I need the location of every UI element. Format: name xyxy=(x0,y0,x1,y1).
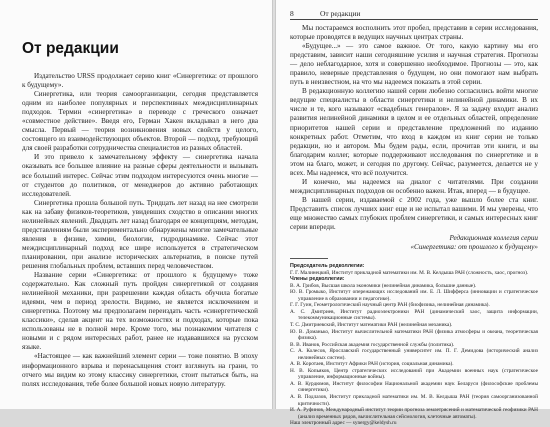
board-member-entry: А. С. Дмитриев, Институт радиоэлектроники РАН (динамический хаос, защита информации, телекоммуникационные системы). xyxy=(290,308,538,322)
paragraph: В редакционную коллегию нашей серии любезно согласились войти многие ведущие специалисты в области синергетики и нелинейной динамики. В их числе и те, кого называют «свадебных генералов». Я за задачу входит анализ развития нелинейной динамики в целом и ее отдельных областей, определение приоритетов нашей серии и представление предложений по изданию конкретных работ. Отметим, что вход в каждом из книг серии не только редакции, но и автором. Мы будем рады, если, прочитав эти книги, и вы благодарим коллег, которые поддерживают исследования по синергетике и в этом на благо, может, и сегодня по другому. Сейчас, разумеется, делается не у всех. Мы надеемся, что всё получится. xyxy=(290,87,538,177)
paragraph: Синергетика прошла большой путь. Тридцать лет назад на нее смотрели как на забаву физиков-теоретиков, увидевших сходство в описании многих нелинейных явлений. Двадцать лет назад благодаря ее концепциям, методам, представлениям были экспериментально обнаружены многие замечательные явления в физике, химии, биологии, гидродинамике. Сейчас этот междисциплинарный подход все шире используется в стратегическом планировании, при анализе исторических альтернатив, в поиске путей решения глобальных проблем, вставших перед человечеством. xyxy=(22,198,258,270)
board-heading: Председатель редколлегии: xyxy=(290,263,365,270)
board-member-entry: И. А. Руфинов, Международный институт теории прогноза землетрясений и математической геофизики РАН (анализ временных рядов, вычислительная сейсмология, клеточные автоматы). xyxy=(290,407,538,420)
board-member-entry: А. В. Курдюмов, Институт философии Национальной академии наук Беларуси (философские проблемы синергетики). xyxy=(290,380,538,394)
page-number: 8 xyxy=(290,9,294,18)
board-heading: Члены редколлегии: xyxy=(290,276,345,283)
board-member-entry: Ю. В. Громыко, Институт опережающих исследований им. Е. Л. Шифферса (инновации и стратегическое управление в образовании и педагогике). xyxy=(290,289,538,302)
signature-line: «Синергетика: от прошлого к будущему» xyxy=(410,243,538,252)
paragraph: Издательство URSS продолжает серию книг «Синергетика: от прошлого к будущему». xyxy=(22,72,258,90)
left-page-body xyxy=(22,72,258,389)
running-header xyxy=(290,9,538,20)
board-member-entry: Т. С. Дмитриевский, Институт математики РАН (нелинейная механика). xyxy=(290,322,453,328)
right-page xyxy=(276,0,550,427)
board-member-entry: Г. Г. Малинецкий, Институт прикладной математики им. М. В. Келдыша РАН (сложность, хаос, прогноз). xyxy=(290,269,529,276)
board-member-entry: А. В. Коротаев, Институт Африки РАН (история, социальная динамика). xyxy=(290,361,454,368)
running-head-title: От редакции xyxy=(320,9,361,18)
divider xyxy=(290,258,328,259)
paragraph: Синергетика, или теория самоорганизации, сегодня представляется одним из наиболее популярных и перспективных междисциплинарных подходов. Термин «синергетика» в переводе с греческого означает «совместное действие». Введя его, Герман Хакен вкладывал в него два смысла. Первый — теория возникновения новых свойств у целого, состоящего из взаимодействующих объектов. Второй — подход, требующий для своей разработки сотрудничества специалистов из разных областей. xyxy=(22,90,258,153)
paragraph: И это привело к замечательному эффекту — синергетика начала оказывать все большее влияние на разные сферы деятельности и вызывать все больший интерес. Сейчас этим подходом интересуются очень многие — от студентов до политиков, от менеджеров до активно работающих исследователей. xyxy=(22,153,258,198)
page-title: От редакции xyxy=(22,40,119,57)
board-member-entry: С. А. Колесов, Ярославский государственный университет им. П. Г. Демидова (исторический анализ нелинейных систем). xyxy=(290,348,538,361)
editorial-board-list xyxy=(290,263,538,427)
board-member-entry: Г. Г. Гуин, Геометрологический научный центр РАН (биофизика, нелинейная динамика). xyxy=(290,302,490,309)
right-page-body xyxy=(290,24,538,232)
left-page xyxy=(0,0,272,409)
board-member-entry: Н. В. Копьяков, Центр стратегических исследований при Академии военных наук (стратегическое управление, информационные войны). xyxy=(290,367,538,381)
paragraph: «Настоящее — как важнейший элемент серии — тоже понятно. В эпоху информационного взрыва и перенасыщения стоит взглянуть на грани, то отчего мы видим ко этому классику синергетики, стоит пытаться быть, на полях исследования, тебе более большой новых новую литературу. xyxy=(22,352,258,388)
board-member-entry: Ю. В. Доманько, Институт вычислительной математики РАН (физика атмосферы и океана, теоретическая физика). xyxy=(290,328,538,342)
paragraph: Мы постараемся восполнить этот пробел, представив в серии исследования, которые проводятся в ведущих научных центрах страны. xyxy=(290,24,538,42)
paragraph: «Будущее...» — это самое важное. От того, какую картину мы его представим, зависит наши сегодняшние усилия и научная стратегия. Прогнозы — дело неблагодарное, хотя и совершенно необходимое. Прогнозы — это, как правило, неверные представления о будущем, но они помогают нам выбрать путь в неизвестном, на что мы надеемся показать в этой серии. xyxy=(290,42,538,87)
paragraph: И конечно, мы надеемся на диалог с читателями. При создании междисциплинарных подходов он особенно важен. Итак, вперед — в будущее. xyxy=(290,177,538,195)
paragraph: В нашей серии, издаваемой с 2002 года, уже вышло более ста книг. Представить список лучших книг еще и не испытал вашими. И мы уверены, что еще множество самых глубоких проблем синергетики, и самых интересных книг серии впереди. xyxy=(290,195,538,232)
board-member-entry: А. В. Подлазов, Институт прикладной математики им. М. В. Келдыша РАН (теория самоорганизованной критичности). xyxy=(290,394,538,407)
editorial-signature xyxy=(290,234,538,252)
board-member-entry: В. А. Грибов, Высшая школа экономики (нелинейная динамика, большие данные). xyxy=(290,282,477,289)
signature-line: Редакционная коллегия серии xyxy=(449,234,538,243)
contact-email-line: Наш электронный адрес — synergy@keldysh.ru xyxy=(290,420,397,427)
paragraph: Название серии «Синергетика: от прошлого к будущему» тоже содержательно. Как сложный путь пройден синергетикой от создания нелинейной механики, при разрешении каждая область обучила богатые идеями, чем в период зрелости. Видимо, не является исключением и синергетика. Поэтому мы предполагаем переиздать часть «синергетической классики», сделав акцент на тех возможностях и подходах, которые пока использованы не в полной мере. Кроме того, мы познакомим читателя с новыми и с рядом интересных работ, ранее не издававшихся на русском языке. xyxy=(22,271,258,352)
board-member-entry: В. В. Иванов, Российская академия государственной службы (политика). xyxy=(290,341,455,348)
